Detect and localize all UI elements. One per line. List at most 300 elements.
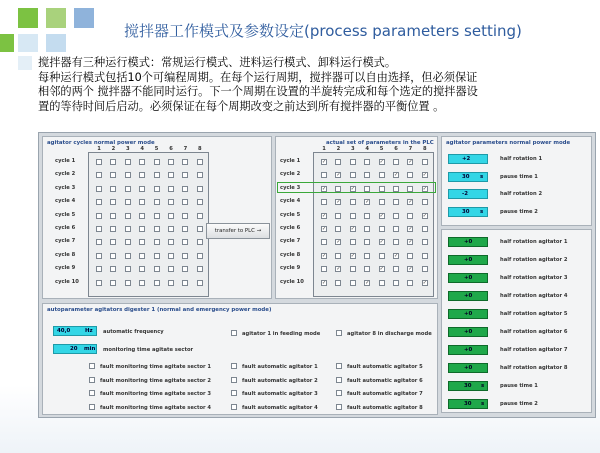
cycle-checkbox[interactable] — [407, 213, 413, 219]
cycle-checkbox[interactable] — [168, 226, 174, 232]
cycle-label: cycle 1 — [55, 158, 76, 164]
field-label: half rotation agitator 6 — [500, 329, 568, 335]
agitator-cycles-panel — [42, 136, 272, 299]
deco-square-green — [18, 8, 38, 28]
field-label: pause time 2 — [500, 401, 538, 407]
cycle-checkbox[interactable]: ✓ — [379, 212, 384, 219]
cycle-checkbox[interactable] — [125, 253, 131, 259]
cycle-label: cycle 4 — [55, 198, 76, 205]
cycle-checkbox[interactable]: ✓ — [322, 252, 327, 259]
cycle-checkbox[interactable] — [197, 226, 203, 232]
cycle-checkbox[interactable] — [110, 172, 116, 178]
monitoring-time-label: monitoring time agitate sector — [103, 347, 194, 353]
field-value: +0 — [464, 329, 473, 335]
field-value: 30 — [464, 383, 472, 389]
column-header: 7 — [408, 146, 413, 152]
cycle-checkbox[interactable] — [110, 253, 116, 259]
cycle-checkbox[interactable] — [321, 266, 327, 272]
fault-label: fault automatic agitator 7 — [347, 391, 423, 397]
cycle-checkbox[interactable] — [168, 253, 174, 259]
cycle-checkbox[interactable] — [350, 172, 356, 178]
autoparameter-panel — [42, 303, 438, 415]
cycle-checkbox[interactable] — [154, 280, 160, 286]
cycle-checkbox[interactable] — [182, 266, 188, 272]
discharge-mode-checkbox[interactable] — [336, 330, 342, 336]
cycle-checkbox[interactable] — [182, 226, 188, 232]
cycle-checkbox[interactable] — [422, 253, 428, 259]
column-header: 3 — [125, 146, 130, 152]
cycle-checkbox[interactable] — [154, 172, 160, 178]
field-label: half rotation agitator 5 — [500, 311, 568, 317]
column-header: 6 — [394, 146, 398, 152]
field-value: +0 — [464, 365, 473, 371]
cycle-checkbox[interactable] — [407, 253, 413, 259]
cycle-checkbox[interactable] — [125, 186, 131, 192]
description-line: 每种运行模式包括10个可编程周期。在每个运行周期，搅拌器可以自由选择，但必须保证 — [38, 70, 478, 84]
cycle-checkbox[interactable]: ✓ — [422, 172, 427, 179]
parameter-label: half rotation 2 — [500, 191, 543, 197]
half-rotation-field[interactable] — [448, 327, 488, 337]
cycle-checkbox[interactable] — [154, 159, 160, 165]
half-rotation-field[interactable] — [448, 363, 488, 373]
cycle-checkbox[interactable] — [422, 226, 428, 232]
cycle-checkbox[interactable]: ✓ — [336, 266, 341, 273]
cycle-checkbox[interactable] — [422, 159, 428, 165]
cycle-checkbox[interactable] — [154, 239, 160, 245]
cycle-checkbox[interactable] — [110, 213, 116, 219]
cycle-checkbox[interactable] — [335, 280, 341, 286]
cycle-checkbox[interactable] — [96, 172, 102, 178]
cycle-checkbox[interactable] — [154, 199, 160, 205]
hmi-screenshot — [38, 132, 596, 418]
cycle-checkbox[interactable] — [154, 213, 160, 219]
cycle-label: cycle 6 — [280, 225, 301, 231]
cycle-checkbox[interactable] — [197, 280, 203, 286]
cycle-checkbox[interactable]: ✓ — [322, 159, 327, 165]
cycle-checkbox[interactable]: ✓ — [350, 252, 355, 259]
cycle-checkbox[interactable] — [139, 280, 145, 286]
cycle-checkbox[interactable]: ✓ — [365, 279, 370, 286]
cycle-checkbox[interactable]: ✓ — [336, 172, 341, 179]
cycle-checkbox[interactable] — [125, 226, 131, 232]
cycle-checkbox[interactable] — [125, 213, 131, 219]
parameter-field[interactable] — [448, 172, 488, 182]
cycle-checkbox[interactable] — [168, 280, 174, 286]
cycle-label: cycle 2 — [55, 171, 76, 178]
fault-label: fault automatic agitator 6 — [347, 377, 423, 384]
frequency-field[interactable] — [53, 326, 97, 336]
cycle-checkbox[interactable] — [182, 199, 188, 205]
cycle-checkbox[interactable] — [96, 213, 102, 219]
field-label: pause time 1 — [500, 383, 538, 389]
cycle-checkbox[interactable] — [379, 172, 385, 178]
fault-checkbox[interactable] — [89, 377, 95, 383]
cycle-checkbox[interactable] — [393, 199, 399, 205]
cycle-label: cycle 3 — [55, 184, 76, 191]
feeding-mode-checkbox[interactable] — [231, 330, 237, 336]
cycle-checkbox[interactable] — [110, 280, 116, 286]
field-unit: s — [481, 383, 485, 389]
field-label: half rotation agitator 7 — [500, 347, 568, 353]
half-rotation-field[interactable] — [448, 237, 488, 247]
fault-label: fault automatic agitator 8 — [347, 404, 423, 411]
field-label: half rotation agitator 8 — [500, 365, 568, 371]
frequency-value: 40,0 — [57, 328, 71, 334]
deco-square-pale-3 — [18, 56, 32, 70]
cycle-checkbox[interactable]: ✓ — [379, 266, 384, 273]
cycle-checkbox[interactable] — [139, 266, 145, 272]
column-header: 5 — [379, 146, 384, 152]
cycle-checkbox[interactable] — [139, 226, 145, 232]
cycle-checkbox[interactable] — [197, 186, 203, 192]
cycle-checkbox[interactable] — [379, 280, 385, 286]
fault-label: fault monitoring time agitate sector 3 — [100, 391, 212, 397]
column-header: 6 — [169, 146, 173, 152]
cycle-label: cycle 4 — [280, 198, 301, 205]
cycle-checkbox[interactable] — [139, 172, 145, 178]
frequency-label: automatic frequency — [103, 329, 164, 335]
column-header: 4 — [365, 146, 369, 152]
column-header: 1 — [322, 146, 326, 152]
fault-label: fault automatic agitator 3 — [242, 391, 318, 397]
cycle-checkbox[interactable] — [422, 266, 428, 272]
cycle-checkbox[interactable] — [110, 159, 116, 165]
cycle-checkbox[interactable] — [139, 199, 145, 205]
fault-checkbox[interactable] — [336, 363, 342, 369]
cycle-checkbox[interactable] — [422, 199, 428, 205]
field-label: half rotation agitator 2 — [500, 257, 568, 263]
cycle-checkbox[interactable] — [393, 213, 399, 219]
plc-parameters-panel — [275, 136, 438, 299]
cycle-checkbox[interactable] — [197, 172, 203, 178]
cycle-checkbox[interactable] — [350, 280, 356, 286]
field-unit: s — [481, 401, 485, 407]
cycle-checkbox[interactable] — [154, 226, 160, 232]
cycle-checkbox[interactable] — [96, 199, 102, 205]
fault-checkbox[interactable] — [89, 363, 95, 369]
cycle-checkbox[interactable] — [379, 253, 385, 259]
fault-label: fault monitoring time agitate sector 1 — [100, 364, 212, 370]
half-rotation-field[interactable] — [448, 399, 488, 409]
cycle-checkbox[interactable] — [379, 226, 385, 232]
cycle-checkbox[interactable] — [96, 280, 102, 286]
cycle-checkbox[interactable] — [168, 186, 174, 192]
cycle-checkbox[interactable]: ✓ — [422, 279, 427, 286]
panel-title: actual set of parameters in the PLC — [326, 140, 434, 146]
cycle-checkbox[interactable] — [335, 226, 341, 232]
cycle-checkbox[interactable] — [393, 280, 399, 286]
parameter-value: +2 — [462, 156, 471, 162]
cycle-checkbox[interactable] — [168, 239, 174, 245]
cycle-checkbox[interactable]: ✓ — [394, 172, 399, 179]
cycle-checkbox[interactable]: ✓ — [394, 252, 399, 259]
column-header: 8 — [422, 146, 427, 152]
transfer-to-plc-button[interactable]: transfer to PLC → — [206, 223, 270, 239]
cycle-label: cycle 6 — [55, 225, 76, 231]
cycle-checkbox[interactable] — [96, 253, 102, 259]
field-value: +0 — [464, 257, 473, 263]
column-header: 4 — [140, 146, 144, 152]
cycle-label: cycle 7 — [280, 238, 301, 245]
cycle-checkbox[interactable] — [364, 226, 370, 232]
field-label: half rotation agitator 1 — [500, 239, 568, 245]
cycle-checkbox[interactable] — [335, 159, 341, 165]
cycle-label: cycle 5 — [55, 211, 76, 218]
cycle-checkbox[interactable] — [96, 266, 102, 272]
cycle-checkbox[interactable] — [154, 266, 160, 272]
cycle-checkbox[interactable] — [125, 266, 131, 272]
parameter-value: 30 — [462, 208, 470, 215]
cycle-checkbox[interactable] — [96, 159, 102, 165]
cycle-checkbox[interactable] — [139, 213, 145, 219]
cycle-checkbox[interactable] — [321, 172, 327, 178]
panel-title: agitator parameters normal power mode — [446, 140, 571, 146]
fault-checkbox[interactable] — [336, 404, 342, 410]
fault-label: fault monitoring time agitate sector 4 — [100, 404, 212, 411]
column-header: 2 — [336, 146, 341, 152]
cycle-checkbox[interactable] — [197, 239, 203, 245]
description-line: 搅拌器有三种运行模式：常规运行模式、进料运行模式、卸料运行模式。 — [38, 56, 397, 69]
panel-title: autoparameter agitators digester 1 (normal and emergency power mode) — [47, 307, 272, 313]
parameter-label: pause time 1 — [500, 173, 538, 180]
cycle-checkbox[interactable]: ✓ — [336, 239, 341, 246]
cycle-checkbox[interactable] — [182, 186, 188, 192]
deco-square-pale — [18, 34, 38, 52]
feeding-mode-label: agitator 1 in feeding mode — [242, 331, 321, 337]
cycle-checkbox[interactable] — [335, 253, 341, 259]
fault-label: fault automatic agitator 5 — [347, 364, 423, 370]
cycle-checkbox[interactable] — [393, 266, 399, 272]
agitator-half-rotation-panel — [441, 229, 592, 413]
parameter-value: -2 — [462, 191, 468, 197]
cycle-checkbox[interactable] — [139, 239, 145, 245]
cycle-checkbox[interactable] — [364, 266, 370, 272]
cycle-checkbox[interactable] — [168, 159, 174, 165]
field-label: half rotation agitator 4 — [500, 293, 568, 299]
cycle-label: cycle 2 — [280, 171, 301, 178]
cycle-checkbox[interactable] — [350, 199, 356, 205]
cycle-checkbox[interactable] — [182, 253, 188, 259]
field-value: 30 — [464, 401, 472, 407]
cycle-checkbox[interactable] — [125, 280, 131, 286]
cycle-checkbox[interactable]: ✓ — [422, 185, 427, 192]
cycle-checkbox[interactable]: ✓ — [379, 239, 384, 246]
field-value: +0 — [464, 293, 473, 299]
cycle-checkbox[interactable]: ✓ — [408, 159, 413, 165]
monitoring-time-value: 20 — [70, 346, 78, 352]
column-header: 3 — [350, 146, 355, 152]
cycle-checkbox[interactable] — [168, 213, 174, 219]
cycle-checkbox[interactable] — [379, 199, 385, 205]
cycle-checkbox[interactable] — [407, 172, 413, 178]
cycle-checkbox[interactable] — [110, 266, 116, 272]
fault-checkbox[interactable] — [231, 404, 237, 410]
column-header: 2 — [111, 146, 116, 152]
agitator-parameters-panel — [441, 136, 592, 226]
cycle-checkbox[interactable] — [364, 213, 370, 219]
cycle-checkbox[interactable] — [96, 226, 102, 232]
cycle-checkbox[interactable] — [110, 186, 116, 192]
cycle-checkbox[interactable]: ✓ — [408, 266, 413, 273]
half-rotation-field[interactable] — [448, 291, 488, 301]
cycle-checkbox[interactable] — [110, 239, 116, 245]
cycle-checkbox[interactable] — [350, 239, 356, 245]
cycle-checkbox[interactable] — [197, 159, 203, 165]
monitoring-time-unit: min — [84, 346, 96, 352]
fault-checkbox[interactable] — [336, 390, 342, 396]
cycle-checkbox[interactable] — [125, 199, 131, 205]
half-rotation-field[interactable] — [448, 273, 488, 283]
cycle-checkbox[interactable] — [393, 239, 399, 245]
slide-title: 搅拌器工作模式及参数设定(process parameters setting) — [124, 22, 522, 40]
discharge-mode-label: agitator 8 in discharge mode — [347, 331, 432, 337]
fault-label: fault automatic agitator 1 — [242, 364, 318, 370]
column-header: 5 — [154, 146, 159, 152]
fault-label: fault automatic agitator 4 — [242, 404, 318, 411]
deco-square-blue — [74, 8, 94, 28]
fault-checkbox[interactable] — [336, 377, 342, 383]
cycle-label: cycle 3 — [280, 184, 301, 191]
cycle-checkbox[interactable] — [364, 172, 370, 178]
cycle-checkbox[interactable] — [154, 186, 160, 192]
cycle-checkbox[interactable] — [182, 159, 188, 165]
deco-square-pale-2 — [46, 34, 66, 52]
parameter-field[interactable] — [448, 154, 488, 164]
cycle-checkbox[interactable] — [350, 159, 356, 165]
cycle-checkbox[interactable] — [96, 239, 102, 245]
cycle-checkbox[interactable]: ✓ — [350, 185, 355, 192]
cycle-checkbox[interactable] — [139, 186, 145, 192]
cycle-label: cycle 9 — [280, 265, 301, 272]
cycle-checkbox[interactable] — [154, 253, 160, 259]
cycle-checkbox[interactable]: ✓ — [322, 185, 327, 192]
cycle-checkbox[interactable] — [197, 199, 203, 205]
cycle-checkbox[interactable] — [125, 172, 131, 178]
cycle-checkbox[interactable] — [407, 280, 413, 286]
column-header: 1 — [97, 146, 101, 152]
cycle-checkbox[interactable] — [350, 266, 356, 272]
cycle-label: cycle 9 — [55, 265, 76, 272]
cycle-label: cycle 1 — [280, 158, 301, 164]
cycle-checkbox[interactable]: ✓ — [422, 212, 427, 219]
cycle-checkbox[interactable] — [110, 226, 116, 232]
cycle-label: cycle 8 — [280, 251, 301, 258]
field-label: half rotation agitator 3 — [500, 275, 568, 281]
plc-checkbox-grid — [313, 152, 434, 297]
cycle-checkbox[interactable]: ✓ — [408, 199, 413, 206]
fault-label: fault monitoring time agitate sector 2 — [100, 377, 212, 384]
description-line: 置的等待时间后启动。必须保证在每个周期改变之前达到所有搅拌器的平衡位置 。 — [38, 99, 445, 113]
half-rotation-field[interactable] — [448, 381, 488, 391]
cycle-label: cycle 10 — [55, 278, 79, 285]
cycle-checkbox[interactable] — [321, 239, 327, 245]
fault-checkbox[interactable] — [231, 377, 237, 383]
cycle-checkbox[interactable] — [125, 159, 131, 165]
field-value: +0 — [464, 311, 473, 317]
cycle-label: cycle 7 — [55, 238, 76, 245]
cycle-checkbox[interactable] — [182, 172, 188, 178]
cycle-checkbox[interactable]: ✓ — [336, 199, 341, 206]
frequency-unit: Hz — [85, 328, 93, 334]
cycle-checkbox[interactable]: ✓ — [350, 226, 355, 232]
cycle-checkbox[interactable] — [168, 172, 174, 178]
cycle-checkbox[interactable]: ✓ — [408, 239, 413, 246]
cycle-checkbox[interactable] — [182, 213, 188, 219]
cycle-label: cycle 10 — [280, 278, 304, 285]
column-header: 8 — [197, 146, 202, 152]
parameter-unit: s — [480, 208, 484, 215]
cycle-checkbox[interactable] — [96, 186, 102, 192]
cycle-checkbox[interactable] — [182, 280, 188, 286]
cycle-checkbox[interactable] — [168, 199, 174, 205]
cycle-checkbox[interactable]: ✓ — [322, 212, 327, 219]
cycle-checkbox-grid — [88, 152, 209, 297]
deco-square-green-light — [46, 8, 66, 28]
cycle-label: cycle 8 — [55, 251, 76, 258]
cycle-checkbox[interactable] — [197, 253, 203, 259]
cycle-checkbox[interactable] — [393, 159, 399, 165]
cycle-checkbox[interactable]: ✓ — [322, 279, 327, 286]
cycle-checkbox[interactable] — [139, 159, 145, 165]
half-rotation-field[interactable] — [448, 345, 488, 355]
cycle-checkbox[interactable] — [335, 213, 341, 219]
cycle-checkbox[interactable] — [364, 239, 370, 245]
cycle-checkbox[interactable] — [321, 199, 327, 205]
cycle-checkbox[interactable] — [110, 199, 116, 205]
cycle-checkbox[interactable]: ✓ — [365, 199, 370, 206]
cycle-checkbox[interactable] — [197, 266, 203, 272]
cycle-checkbox[interactable] — [168, 266, 174, 272]
cycle-checkbox[interactable]: ✓ — [408, 226, 413, 232]
half-rotation-field[interactable] — [448, 309, 488, 319]
parameter-unit: s — [480, 173, 484, 180]
parameter-field[interactable] — [448, 207, 488, 217]
selected-row-highlight — [277, 182, 436, 193]
column-header: 7 — [183, 146, 188, 152]
fault-checkbox[interactable] — [89, 404, 95, 410]
cycle-checkbox[interactable]: ✓ — [322, 226, 327, 232]
cycle-checkbox[interactable] — [422, 239, 428, 245]
parameter-label: half rotation 1 — [500, 156, 543, 162]
parameter-label: pause time 2 — [500, 208, 538, 215]
fault-checkbox[interactable] — [231, 390, 237, 396]
fault-checkbox[interactable] — [89, 390, 95, 396]
panel-title: agitator cycles normal power mode — [47, 140, 155, 146]
cycle-checkbox[interactable] — [364, 253, 370, 259]
half-rotation-field[interactable] — [448, 255, 488, 265]
cycle-checkbox[interactable]: ✓ — [379, 159, 384, 165]
monitoring-time-field[interactable] — [53, 344, 97, 354]
cycle-checkbox[interactable] — [350, 213, 356, 219]
cycle-label: cycle 5 — [280, 211, 301, 218]
cycle-checkbox[interactable] — [139, 253, 145, 259]
field-value: +0 — [464, 347, 473, 353]
cycle-checkbox[interactable] — [125, 239, 131, 245]
fault-checkbox[interactable] — [231, 363, 237, 369]
field-value: +0 — [464, 275, 473, 281]
deco-square-green-2 — [0, 34, 14, 52]
cycle-checkbox[interactable] — [197, 213, 203, 219]
cycle-checkbox[interactable] — [393, 226, 399, 232]
fault-label: fault automatic agitator 2 — [242, 377, 318, 384]
cycle-checkbox[interactable] — [364, 159, 370, 165]
parameter-value: 30 — [462, 173, 470, 180]
parameter-field[interactable] — [448, 189, 488, 199]
slide-description — [38, 56, 578, 114]
description-line: 相邻的两个 搅拌器不能同时运行。下一个周期在设置的半旋转完成和每个选定的搅拌器设 — [38, 85, 478, 99]
field-value: +0 — [464, 239, 473, 245]
cycle-checkbox[interactable] — [182, 239, 188, 245]
